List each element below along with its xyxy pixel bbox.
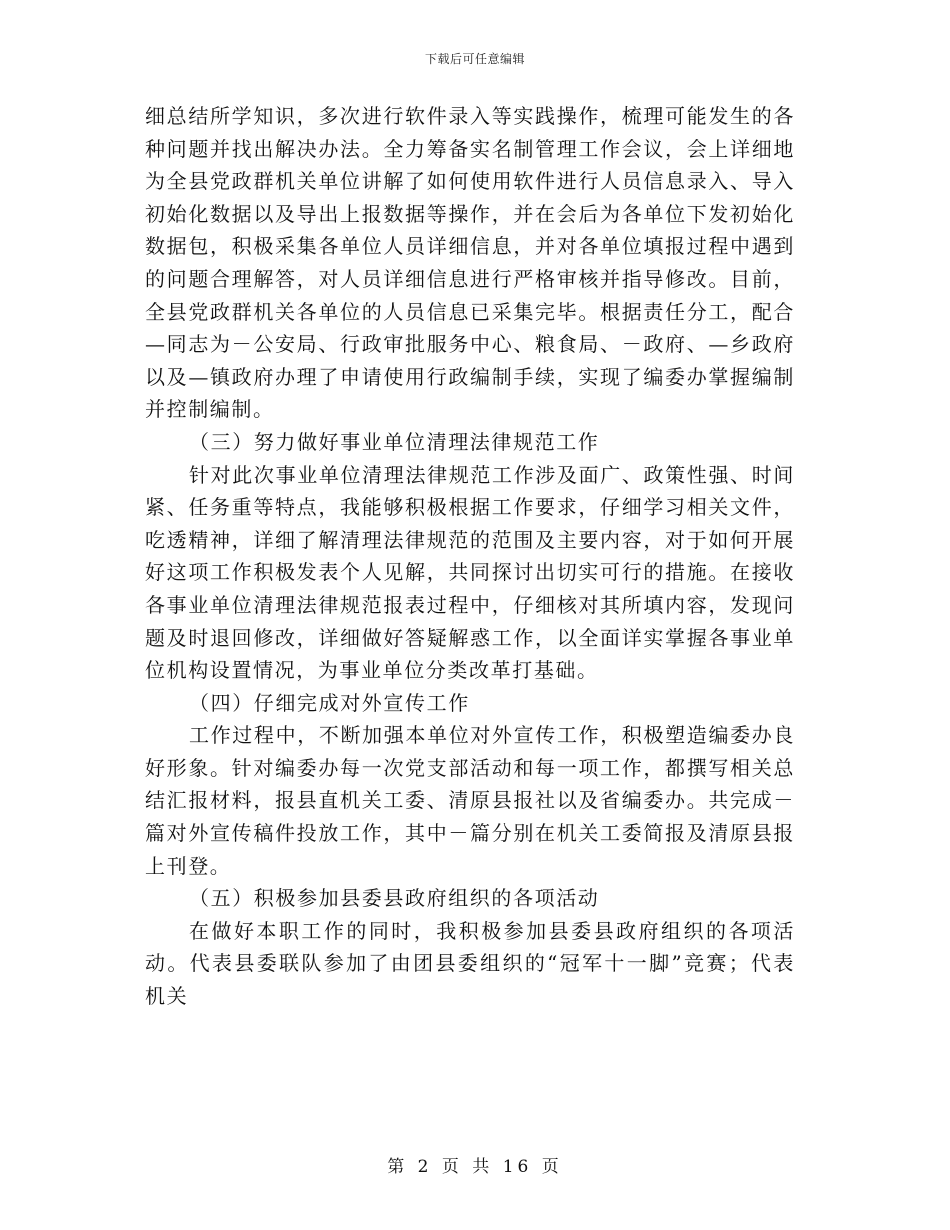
document-body — [145, 100, 795, 1013]
page-header: 下载后可任意编辑 — [424, 52, 525, 66]
paragraph-activities: 在做好本职工作的同时，我积极参加县委县政府组织的各项活动。代表县委联队参加了由团县委组织的“冠军十一脚”竞赛；代表机关 — [145, 918, 795, 1009]
paragraph-publicity: 工作过程中，不断加强本单位对外宣传工作，积极塑造编委办良好形象。针对编委办每一次党支部活动和每一项工作，都撰写相关总结汇报材料，报县直机关工委、清原县报社以及省编委办。共完成－篇对外宣传稿件投放工作，其中－篇分别在机关工委简报及清原县报上刊登。 — [145, 723, 795, 878]
section-heading-3: （三）努力做好事业单位清理法律规范工作 — [189, 429, 600, 454]
paragraph-legal-regulation: 针对此次事业单位清理法律规范工作涉及面广、政策性强、时间紧、任务重等特点，我能够积极根据工作要求，仔细学习相关文件，吃透精神，详细了解清理法律规范的范围及主要内容，对于如何开展好这项工作积极发表个人见解，共同探讨出切实可行的措施。在接收各事业单位清理法律规范报表过程中，仔细核对其所填内容，发现问题及时退回修改，详细做好答疑解惑工作，以全面详实掌握各事业单位机构设置情况，为事业单位分类改革打基础。 — [145, 462, 795, 683]
page-footer: 第 2 页 共 16 页 — [387, 1157, 563, 1177]
section-heading-4: （四）仔细完成对外宣传工作 — [189, 690, 470, 715]
paragraph-continuation: 细总结所学知识，多次进行软件录入等实践操作，梳理可能发生的各种问题并找出解决办法。全力筹备实名制管理工作会议，会上详细地为全县党政群机关单位讲解了如何使用软件进行人员信息录入、导入初始化数据以及导出上报数据等操作，并在会后为各单位下发初始化数据包，积极采集各单位人员详细信息，并对各单位填报过程中遇到的问题合理解答，对人员详细信息进行严格审核并指导修改。目前，全县党政群机关各单位的人员信息已采集完毕。根据责任分工，配合—同志为－公安局、行政审批服务中心、粮食局、－政府、—乡政府以及—镇政府办理了申请使用行政编制手续，实现了编委办掌握编制并控制编制。 — [145, 104, 795, 422]
section-heading-5: （五）积极参加县委县政府组织的各项活动 — [189, 886, 600, 911]
